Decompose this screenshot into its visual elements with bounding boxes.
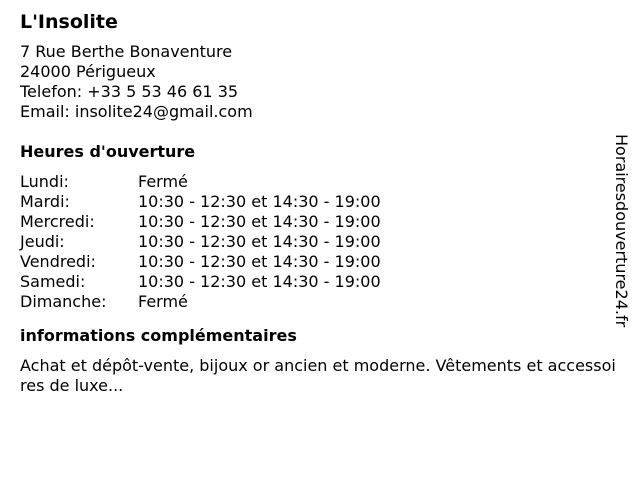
hours-value: Fermé xyxy=(138,172,188,191)
hours-value: 10:30 - 12:30 et 14:30 - 19:00 xyxy=(138,272,381,291)
info-text: Achat et dépôt-vente, bijoux or ancien et moderne. Vêtements et accessoires de luxe... xyxy=(20,356,616,395)
email-label: Email: xyxy=(20,102,70,121)
hours-value: Fermé xyxy=(138,292,188,311)
day-label: Samedi: xyxy=(20,272,86,291)
hours-value: 10:30 - 12:30 et 14:30 - 19:00 xyxy=(138,252,381,271)
phone-number[interactable]: +33 5 53 46 61 35 xyxy=(87,82,239,101)
day-label: Mardi: xyxy=(20,192,70,211)
day-label: Jeudi: xyxy=(20,232,65,251)
hours-row-samedi xyxy=(20,272,620,292)
day-label: Dimanche: xyxy=(20,292,107,311)
hours-value: 10:30 - 12:30 et 14:30 - 19:00 xyxy=(138,212,381,231)
city-line: 24000 Périgueux xyxy=(20,62,156,81)
phone-line xyxy=(20,82,620,102)
day-label: Vendredi: xyxy=(20,252,96,271)
opening-hours-table xyxy=(20,172,620,312)
hours-row-jeudi xyxy=(20,232,620,252)
hours-row-mardi xyxy=(20,192,620,212)
day-label: Mercredi: xyxy=(20,212,95,231)
hours-row-mercredi xyxy=(20,212,620,232)
hours-row-lundi xyxy=(20,172,620,192)
hours-row-dimanche xyxy=(20,292,620,312)
hours-row-vendredi xyxy=(20,252,620,272)
site-watermark: Horairesdouverture24.fr xyxy=(612,134,631,328)
hours-value: 10:30 - 12:30 et 14:30 - 19:00 xyxy=(138,192,381,211)
phone-label: Telefon: xyxy=(20,82,83,101)
business-name: L'Insolite xyxy=(20,11,118,33)
business-card xyxy=(20,10,620,396)
hours-title: Heures d'ouverture xyxy=(20,142,196,161)
email-line xyxy=(20,102,620,122)
email-address[interactable]: insolite24@gmail.com xyxy=(74,102,253,121)
info-title: informations complémentaires xyxy=(20,326,297,345)
day-label: Lundi: xyxy=(20,172,69,191)
street-address: 7 Rue Berthe Bonaventure xyxy=(20,42,233,61)
hours-value: 10:30 - 12:30 et 14:30 - 19:00 xyxy=(138,232,381,251)
contact-block xyxy=(20,42,620,122)
